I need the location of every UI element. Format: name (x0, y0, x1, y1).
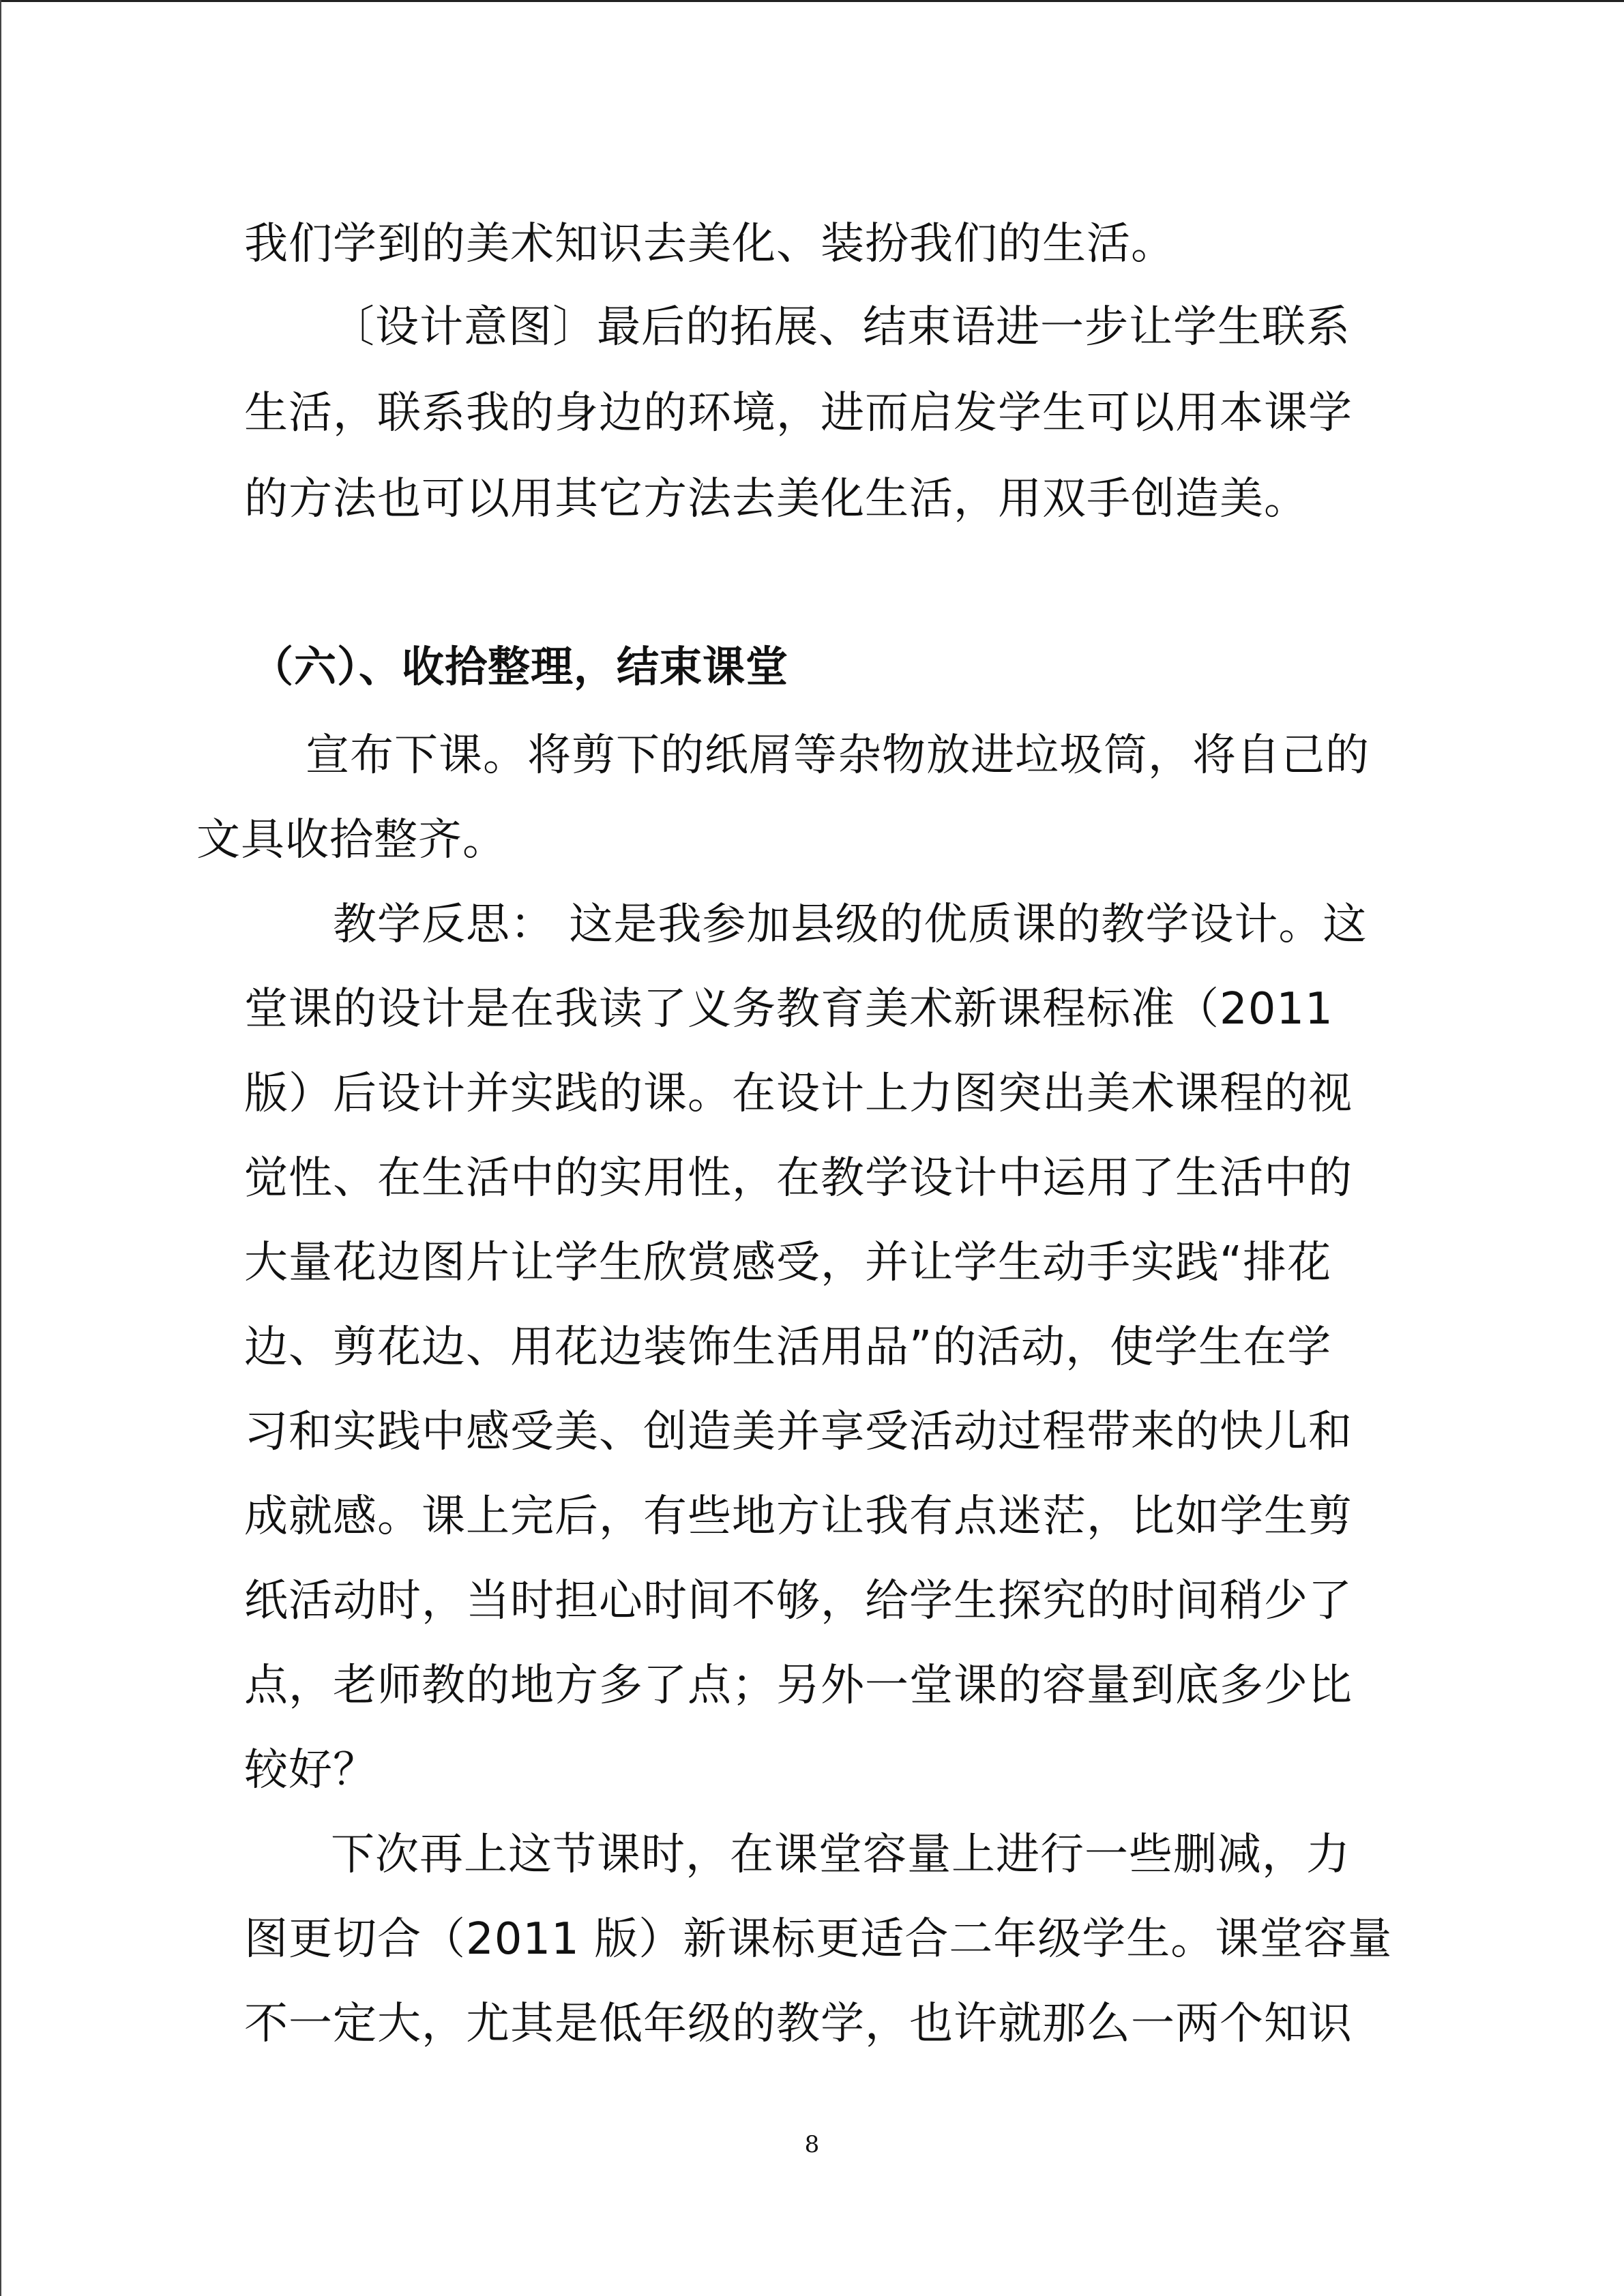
page-top-border (0, 0, 1624, 2)
paragraph-line: 〔设计意图〕最后的拓展、结束语进一步让学生联系 (331, 302, 1350, 353)
paragraph-line: 点，老师教的地方多了点；另外一堂课的容量到底多少比 (244, 1660, 1353, 1711)
paragraph-line: 教学反思： 这是我参加县级的优质课的教学设计。这 (333, 899, 1368, 950)
paragraph-line: 图更切合（2011 版）新课标更适合二年级学生。课堂容量 (244, 1914, 1393, 1965)
paragraph-line: 觉性、在生活中的实用性，在教学设计中运用了生活中的 (244, 1153, 1353, 1204)
paragraph-line: 版）后设计并实践的课。在设计上力图突出美术课程的视 (244, 1069, 1353, 1119)
paragraph-line: 不一定大，尤其是低年级的教学，也许就那么一两个知识 (244, 1999, 1353, 2049)
paragraph-line: 下次再上这节课时，在课堂容量上进行一些删减，力 (331, 1830, 1350, 1880)
paragraph-line: 成就感。课上完后，有些地方让我有点迷茫，比如学生剪 (244, 1491, 1353, 1542)
paragraph-line: 生活，联系我的身边的环境，进而启发学生可以用本课学 (244, 388, 1353, 438)
page-number: 8 (804, 2131, 820, 2158)
page-left-border (0, 0, 1, 2296)
paragraph-line: 堂课的设计是在我读了义务教育美术新课程标准（2011 (244, 984, 1333, 1034)
paragraph-line: 大量花边图片让学生欣赏感受，并让学生动手实践“排花 (244, 1238, 1332, 1288)
paragraph-line: 较好？ (244, 1745, 377, 1795)
paragraph-line: 文具收拾整齐。 (196, 815, 507, 865)
paragraph-line: 纸活动时，当时担心时间不够，给学生探究的时间稍少了 (244, 1576, 1353, 1626)
paragraph-line: 的方法也可以用其它方法去美化生活，用双手创造美。 (244, 474, 1308, 524)
paragraph-line: 习和实践中感受美、创造美并享受活动过程带来的快儿和 (244, 1407, 1353, 1457)
paragraph-line: 宣布下课。将剪下的纸屑等杂物放进垃圾筒，将自己的 (306, 730, 1370, 781)
section-heading: （六）、收拾整理，结束课堂 (251, 642, 789, 691)
paragraph-line: 边、剪花边、用花边装饰生活用品”的活动，使学生在学 (244, 1322, 1332, 1373)
paragraph-line: 我们学到的美术知识去美化、装扮我们的生活。 (244, 219, 1175, 269)
